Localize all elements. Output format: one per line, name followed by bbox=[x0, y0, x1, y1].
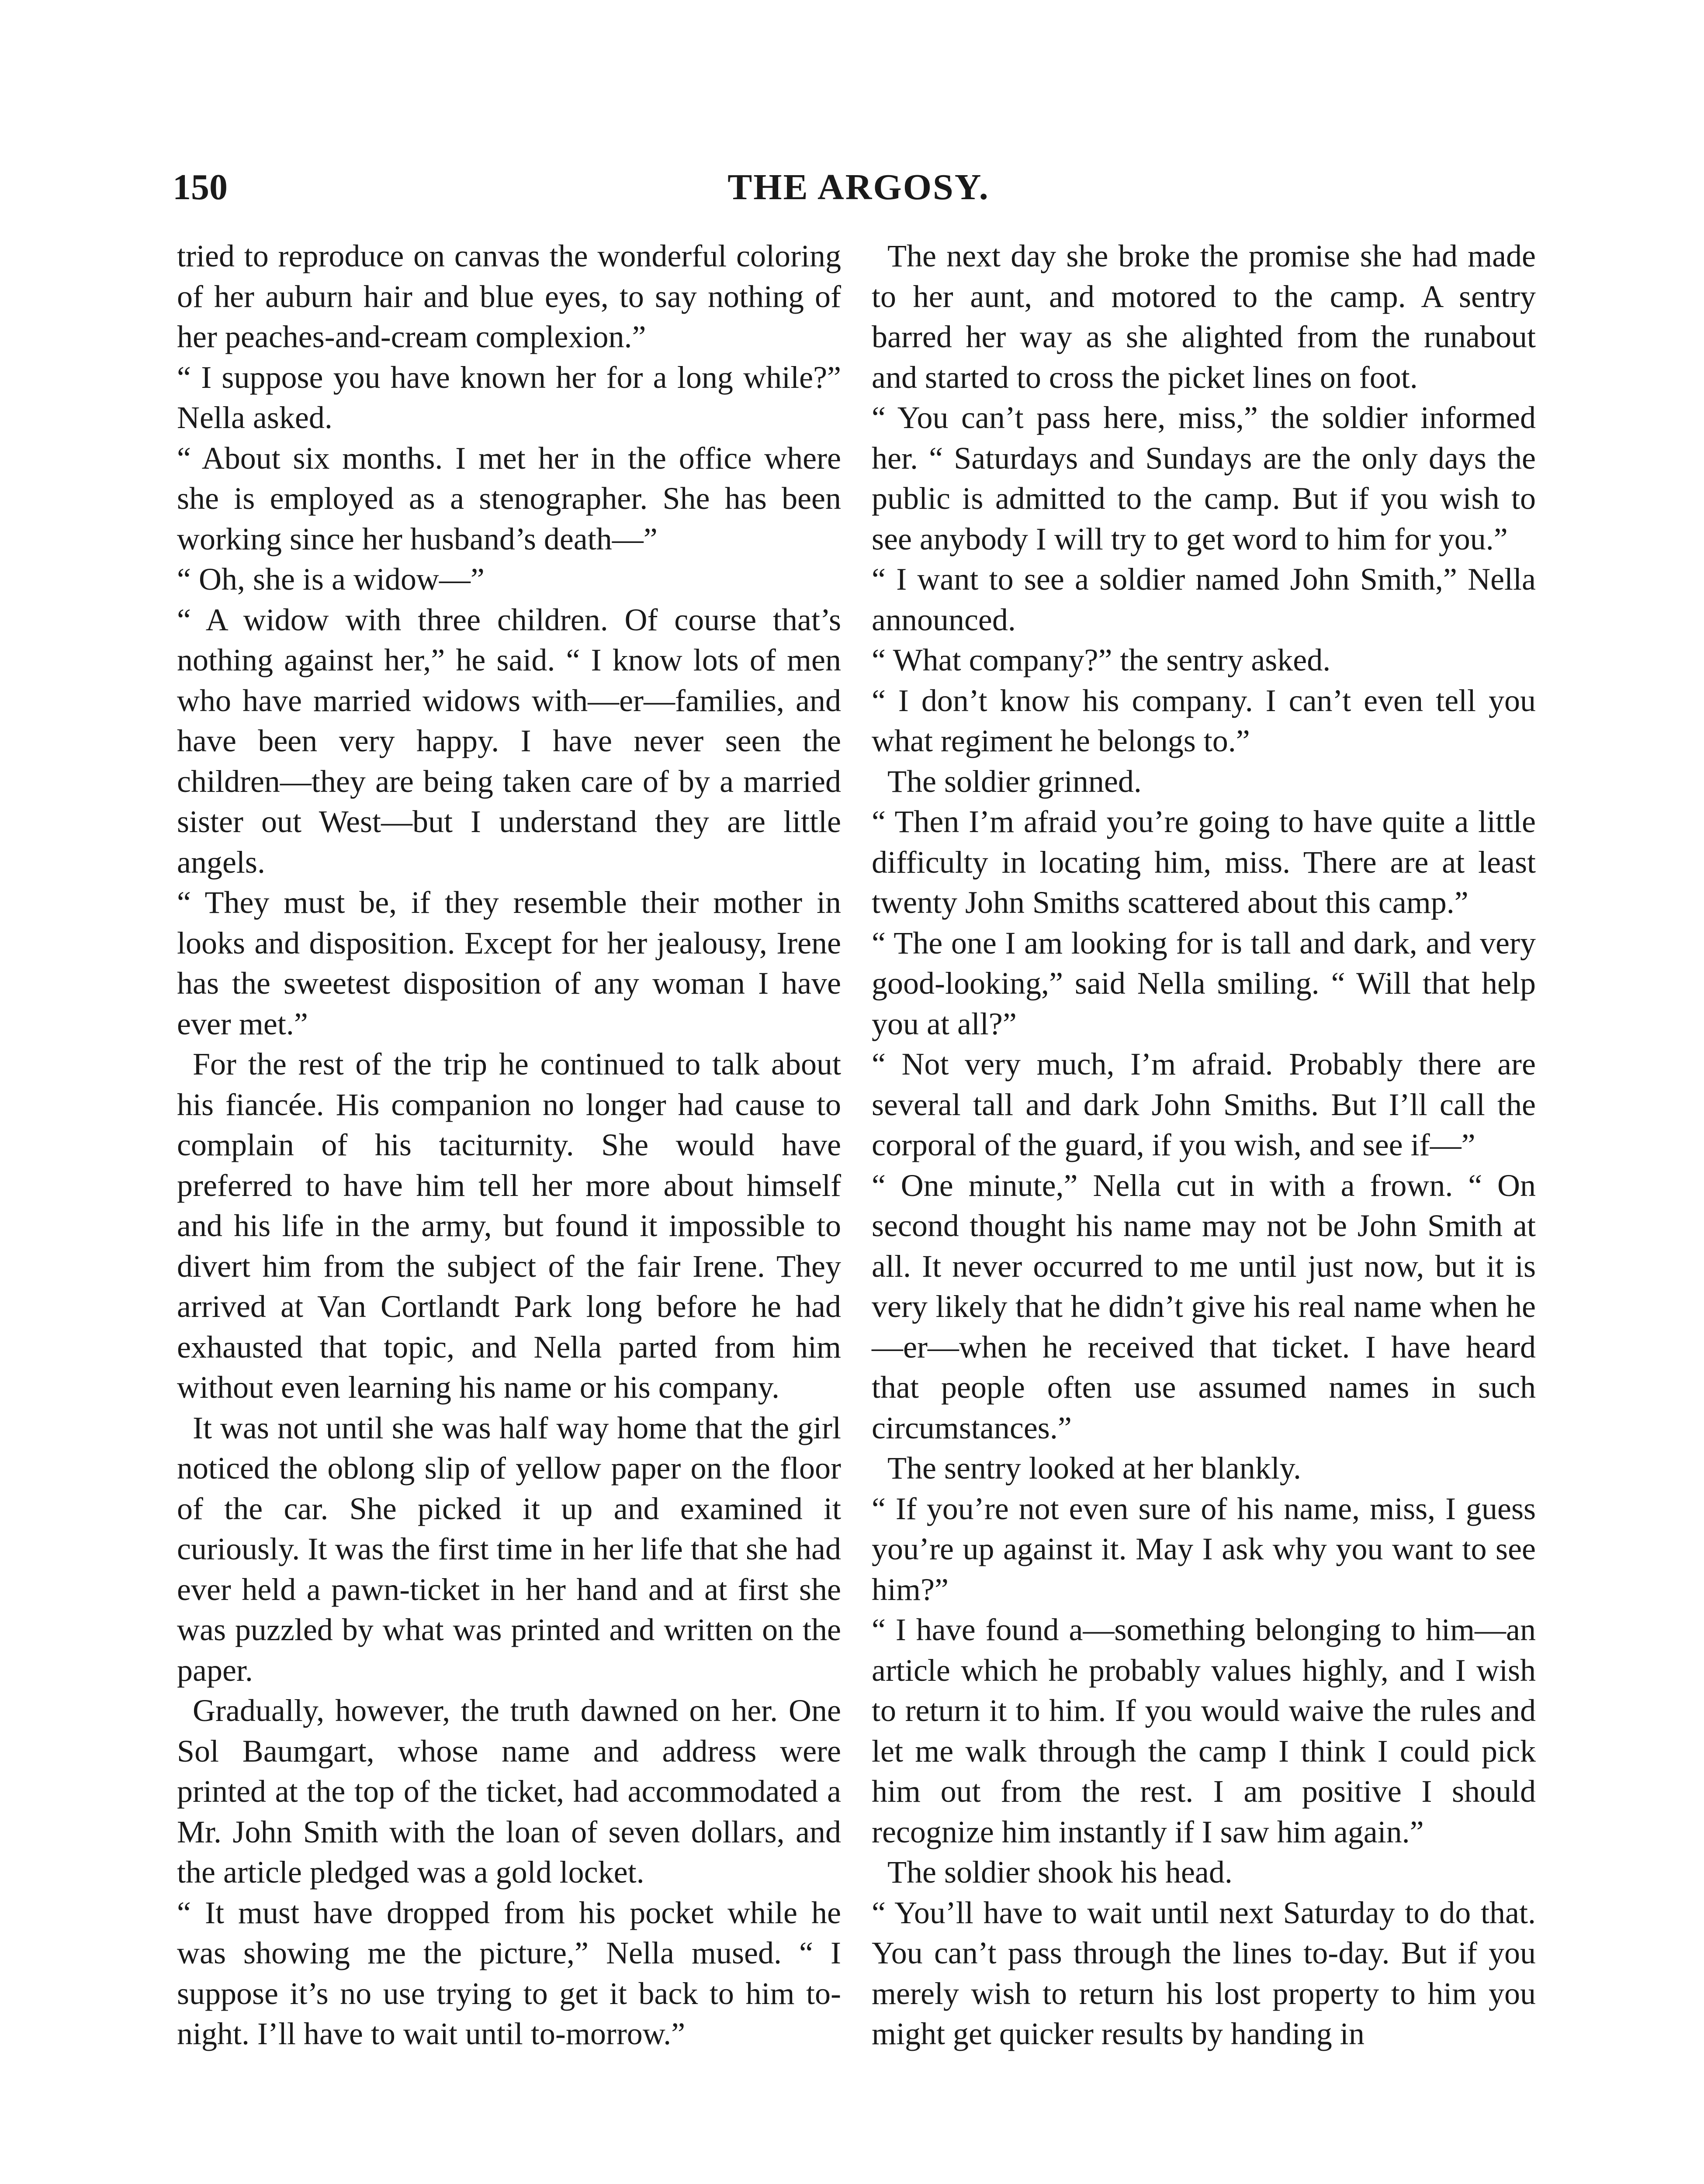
running-title: THE ARGOSY. bbox=[727, 167, 990, 207]
paragraph: “ A widow with three children. Of course that’s nothing against her,” he said. “ I know lots of men who have married widows with—er—families, and have been very happy. I have never seen the children—they are being taken care of by a married sister out West—but I understand they are little angels. bbox=[177, 602, 841, 880]
paragraph: It was not until she was half way home that the girl noticed the oblong slip of yellow paper on the floor of the car. She picked it up and examined it curiously. It was the first time in her life that she had ever held a pawn-ticket in her hand and at first she was puzzled by what was printed and written on the paper. bbox=[177, 1410, 841, 1688]
text-column-left bbox=[177, 236, 841, 2054]
paragraph: For the rest of the trip he continued to talk about his fiancée. His companion no longer had cause to complain of his taciturnity. She would have preferred to have him tell her more about himself and his life in the army, but found it impossible to divert him from the subject of the fair Irene. They arrived at Van Cortlandt Park long before he had exhausted that topic, and Nella parted from him without even learning his name or his company. bbox=[177, 1047, 841, 1405]
paragraph: “ I have found a—something belonging to him—an article which he probably values highly, and I wish to return it to him. If you would waive the rules and let me walk through the camp I think I could pick him out from the rest. I am positive I should recognize him instantly if I saw him again.” bbox=[872, 1612, 1536, 1849]
paragraph: “ I suppose you have known her for a long while?” Nella asked. bbox=[177, 359, 841, 435]
paragraph: “ The one I am looking for is tall and dark, and very good-looking,” said Nella smiling. “ Will that help you at all?” bbox=[872, 925, 1536, 1041]
paragraph: “ Oh, she is a widow—” bbox=[177, 562, 485, 597]
paragraph: tried to reproduce on canvas the wonderful coloring of her auburn hair and blue eyes, to say nothing of her peaches-and-cream complexion.” bbox=[177, 238, 841, 354]
paragraph: The sentry looked at her blankly. bbox=[887, 1451, 1302, 1486]
page-header bbox=[173, 166, 1545, 218]
paragraph: “ Not very much, I’m afraid. Probably there are several tall and dark John Smiths. But I’ll call the corporal of the guard, if you wish, and see if—” bbox=[872, 1047, 1536, 1162]
paragraph: “ I want to see a soldier named John Smith,” Nella announced. bbox=[872, 562, 1536, 637]
text-column-right bbox=[872, 236, 1536, 2054]
paragraph: “ What company?” the sentry asked. bbox=[872, 643, 1331, 677]
paragraph: The next day she broke the promise she had made to her aunt, and motored to the camp. A sentry barred her way as she alighted from the runabout and started to cross the picket lines on foot. bbox=[872, 238, 1536, 395]
paragraph: “ It must have dropped from his pocket while he was showing me the picture,” Nella mused. “ I suppose it’s no use trying to get it back to him to-night. I’ll have to wait until to-morrow.” bbox=[177, 1895, 841, 2051]
page-number: 150 bbox=[173, 167, 228, 207]
paragraph: “ One minute,” Nella cut in with a frown. “ On second thought his name may not be John Smith at all. It never occurred to me until just now, but it is very likely that he didn’t give his real name when he—er—when he received that ticket. I have heard that people often use assumed names in such circumstances.” bbox=[872, 1168, 1536, 1445]
paragraph: “ I don’t know his company. I can’t even tell you what regiment he belongs to.” bbox=[872, 683, 1536, 758]
paragraph: “ You’ll have to wait until next Saturday to do that. You can’t pass through the lines to-day. But if you merely wish to return his lost property to him you might get quicker results by handing in bbox=[872, 1895, 1536, 2051]
paragraph: “ Then I’m afraid you’re going to have quite a little difficulty in locating him, miss. There are at least twenty John Smiths scattered about this camp.” bbox=[872, 804, 1536, 920]
paragraph: “ If you’re not even sure of his name, miss, I guess you’re up against it. May I ask why you want to see him?” bbox=[872, 1491, 1536, 1607]
paragraph: “ About six months. I met her in the office where she is employed as a stenographer. She has been working since her husband’s death—” bbox=[177, 440, 841, 556]
paragraph: “ You can’t pass here, miss,” the soldier informed her. “ Saturdays and Sundays are the only days the public is admitted to the camp. But if you wish to see anybody I will try to get word to him for you.” bbox=[872, 400, 1536, 556]
paragraph: The soldier shook his head. bbox=[887, 1855, 1233, 1890]
paragraph: “ They must be, if they resemble their mother in looks and disposition. Except for her jealousy, Irene has the sweetest disposition of any woman I have ever met.” bbox=[177, 885, 841, 1041]
paragraph: Gradually, however, the truth dawned on her. One Sol Baumgart, whose name and address were printed at the top of the ticket, had accommodated a Mr. John Smith with the loan of seven dollars, and the article pledged was a gold locket. bbox=[177, 1693, 841, 1890]
paragraph: The soldier grinned. bbox=[887, 764, 1142, 799]
